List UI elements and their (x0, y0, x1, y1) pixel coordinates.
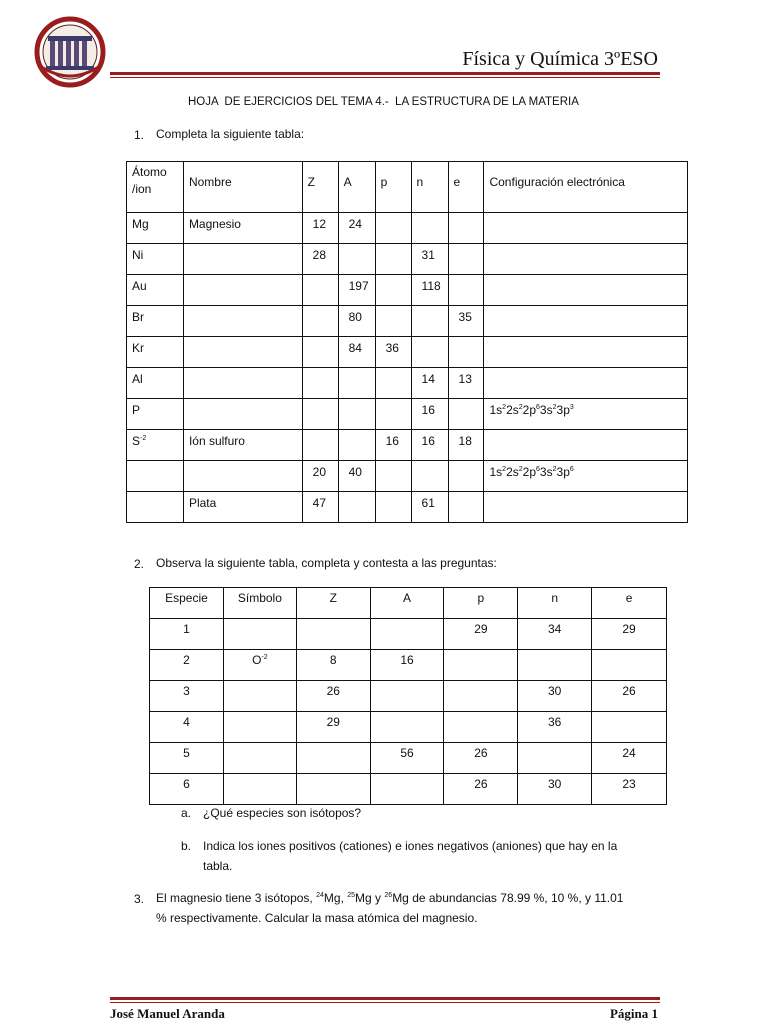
table-atoms-row (127, 306, 688, 337)
table-species-header-row (150, 588, 667, 619)
question-2-text: Observa la siguiente tabla, completa y contesta a las preguntas: (156, 556, 497, 570)
table-atoms-header-cell: n (411, 162, 448, 213)
table-atoms-cell-name (183, 461, 302, 492)
table-atoms-cell-config (484, 337, 688, 368)
table-atoms-cell-symbol: Ni (127, 244, 184, 275)
table-atoms-cell-z (302, 430, 338, 461)
table-atoms-cell-config (484, 368, 688, 399)
table-atoms-cell-a (338, 368, 375, 399)
table-atoms-cell-config (484, 430, 688, 461)
table-species-cell-a: 16 (370, 650, 444, 681)
table-atoms-cell-n (411, 306, 448, 337)
table-atoms-header-cell: Configuración electrónica (484, 162, 688, 213)
table-species-row (150, 619, 667, 650)
iso1-symbol: Mg, (323, 891, 348, 905)
table-species-cell-p: 26 (444, 774, 518, 805)
table-atoms-row (127, 430, 688, 461)
table-species-cell-z (296, 774, 370, 805)
table-species-row (150, 743, 667, 774)
table-species-header-cell: Especie (150, 588, 224, 619)
table-atoms-cell-a (338, 244, 375, 275)
table-species-cell-e (592, 712, 667, 743)
question-3-number: 3. (134, 892, 145, 906)
table-atoms-cell-a (338, 430, 375, 461)
table-atoms-cell-e: 18 (448, 430, 484, 461)
table-atoms-cell-a: 40 (338, 461, 375, 492)
school-logo (34, 14, 106, 90)
table-species-cell-n: 30 (518, 681, 592, 712)
table-atoms-cell-name (183, 337, 302, 368)
question-1-number: 1. (134, 128, 145, 142)
table-atoms-header-cell: Nombre (183, 162, 302, 213)
iso3-mass: 26 (384, 892, 393, 899)
table-atoms-header-cell: p (375, 162, 411, 213)
table-atoms-header-row (127, 162, 688, 213)
table-atoms-cell-e (448, 337, 484, 368)
table-atoms-cell-n: 14 (411, 368, 448, 399)
table-atoms-cell-p: 36 (375, 337, 411, 368)
table-atoms-cell-n: 61 (411, 492, 448, 523)
table-species-cell-e: 26 (592, 681, 667, 712)
table-species-cell-simbolo (223, 743, 296, 774)
table-atoms-cell-symbol: Al (127, 368, 184, 399)
table-species-header-cell: p (444, 588, 518, 619)
table-species (149, 587, 667, 805)
table-atoms-cell-e (448, 461, 484, 492)
iso2-symbol: Mg y (355, 891, 385, 905)
table-species-cell-a (370, 619, 444, 650)
footer-rule (110, 997, 660, 1000)
table-species-cell-especie: 3 (150, 681, 224, 712)
header-rule (110, 72, 660, 75)
table-atoms-cell-symbol: Br (127, 306, 184, 337)
table-species-header-cell: e (592, 588, 667, 619)
table-species-cell-p (444, 650, 518, 681)
table-atoms-cell-symbol: P (127, 399, 184, 430)
document-title: HOJA DE EJERCICIOS DEL TEMA 4.- LA ESTRUCTURA DE LA MATERIA (188, 96, 579, 108)
sub-a-label: a. (181, 806, 192, 820)
table-atoms-cell-a: 197 (338, 275, 375, 306)
table-atoms-cell-e (448, 244, 484, 275)
table-atoms-cell-symbol (127, 492, 184, 523)
sub-a-text: ¿Qué especies son isótopos? (203, 806, 362, 820)
table-species-cell-simbolo: $O^{-2}$ (223, 650, 296, 681)
question-2-number: 2. (134, 557, 145, 571)
question-3-line2: % respectivamente. Calcular la masa atómica del magnesio. (156, 911, 478, 925)
table-atoms-header-cell: Z (302, 162, 338, 213)
table-species-cell-a (370, 774, 444, 805)
table-atoms-cell-e (448, 213, 484, 244)
table-atoms-cell-config (484, 492, 688, 523)
table-atoms-cell-config (484, 275, 688, 306)
table-atoms-cell-symbol: $S^{-2}$ (127, 430, 184, 461)
table-species-cell-a: 56 (370, 743, 444, 774)
table-atoms-cell-z: 28 (302, 244, 338, 275)
table-species-cell-n: 34 (518, 619, 592, 650)
table-atoms-row (127, 244, 688, 275)
table-atoms-cell-symbol: Mg (127, 213, 184, 244)
table-atoms-cell-a (338, 492, 375, 523)
table-atoms-cell-n: 16 (411, 430, 448, 461)
table-atoms-cell-symbol: Kr (127, 337, 184, 368)
table-atoms-cell-a: 24 (338, 213, 375, 244)
table-atoms-cell-config (484, 306, 688, 337)
table-species-cell-e: 29 (592, 619, 667, 650)
sub-b-line2: tabla. (203, 859, 233, 873)
table-atoms-cell-p (375, 244, 411, 275)
table-species-header-cell: Z (296, 588, 370, 619)
table-species-cell-simbolo (223, 681, 296, 712)
table-species-row (150, 774, 667, 805)
header-title: Física y Química 3ºESO (462, 48, 658, 70)
table-atoms-cell-n (411, 461, 448, 492)
table-species-header-cell: A (370, 588, 444, 619)
table-atoms-row (127, 492, 688, 523)
table-atoms-cell-p (375, 368, 411, 399)
table-atoms-cell-p (375, 492, 411, 523)
table-atoms-row (127, 337, 688, 368)
table-species-cell-e: 24 (592, 743, 667, 774)
table-species-cell-a (370, 712, 444, 743)
table-atoms-cell-z (302, 368, 338, 399)
table-atoms-cell-e (448, 492, 484, 523)
table-species-cell-z (296, 619, 370, 650)
table-species-cell-n (518, 743, 592, 774)
table-atoms-header-cell: Átomo /ion (127, 162, 184, 213)
table-species-cell-z: 8 (296, 650, 370, 681)
iso2-mass: 25 (347, 892, 356, 899)
table-atoms-cell-n (411, 337, 448, 368)
table-atoms-cell-symbol (127, 461, 184, 492)
table-atoms-cell-config (484, 244, 688, 275)
table-species-row (150, 681, 667, 712)
table-atoms-cell-a (338, 399, 375, 430)
table-species-cell-simbolo (223, 774, 296, 805)
table-atoms-cell-a: 84 (338, 337, 375, 368)
table-atoms-cell-z (302, 337, 338, 368)
footer-page-number: Página 1 (609, 1006, 658, 1021)
question-3-line1 (156, 888, 623, 908)
table-atoms-cell-n (411, 213, 448, 244)
table-species-cell-e: 23 (592, 774, 667, 805)
table-atoms-cell-n: 16 (411, 399, 448, 430)
table-atoms-cell-n: 118 (411, 275, 448, 306)
table-atoms-cell-name (183, 306, 302, 337)
header-rule-thin (110, 77, 660, 78)
table-atoms-cell-config: $1s^22s^22p^63s^23p^6$ (484, 461, 688, 492)
q3-line1-start: El magnesio tiene 3 isótopos, (156, 891, 317, 905)
table-species-cell-especie: 5 (150, 743, 224, 774)
table-atoms-cell-name (183, 244, 302, 275)
sub-b-line1: Indica los iones positivos (cationes) e iones negativos (aniones) que hay en la (203, 839, 618, 853)
table-atoms-cell-z: 12 (302, 213, 338, 244)
table-atoms-cell-e (448, 399, 484, 430)
table-species-cell-z: 26 (296, 681, 370, 712)
question-1-text: Completa la siguiente tabla: (156, 127, 305, 141)
table-atoms-cell-p (375, 461, 411, 492)
table-atoms-header-cell: A (338, 162, 375, 213)
table-atoms-cell-p (375, 213, 411, 244)
table-atoms-row (127, 399, 688, 430)
table-atoms-cell-e: 35 (448, 306, 484, 337)
table-atoms-row (127, 368, 688, 399)
table-atoms-cell-name: Magnesio (183, 213, 302, 244)
table-species-header-cell: Símbolo (223, 588, 296, 619)
table-atoms-cell-name: Ión sulfuro (183, 430, 302, 461)
table-atoms-cell-z (302, 399, 338, 430)
table-species-cell-simbolo (223, 619, 296, 650)
table-species-cell-n (518, 650, 592, 681)
iso1-mass: 24 (316, 892, 324, 899)
table-atoms-cell-z (302, 275, 338, 306)
table-species-cell-p: 26 (444, 743, 518, 774)
table-species-cell-n: 30 (518, 774, 592, 805)
table-species-cell-p: 29 (444, 619, 518, 650)
table-atoms-cell-z: 47 (302, 492, 338, 523)
table-atoms-cell-e: 13 (448, 368, 484, 399)
iso3-symbol: Mg de abundancias 78.99 %, 10 %, y 11.01 (392, 891, 624, 905)
table-atoms-cell-symbol: Au (127, 275, 184, 306)
table-atoms-cell-z (302, 306, 338, 337)
table-atoms-cell-a: 80 (338, 306, 375, 337)
footer-author: José Manuel Aranda (110, 1006, 225, 1021)
table-atoms-cell-e (448, 275, 484, 306)
table-atoms (126, 161, 688, 523)
table-atoms-cell-p (375, 275, 411, 306)
table-atoms-row (127, 275, 688, 306)
table-species-header-cell: n (518, 588, 592, 619)
table-species-cell-z: 29 (296, 712, 370, 743)
table-species-cell-z (296, 743, 370, 774)
table-species-cell-especie: 1 (150, 619, 224, 650)
table-atoms-cell-name (183, 399, 302, 430)
table-atoms-header-cell: e (448, 162, 484, 213)
table-species-cell-especie: 2 (150, 650, 224, 681)
table-species-cell-p (444, 712, 518, 743)
table-atoms-row (127, 213, 688, 244)
table-species-cell-p (444, 681, 518, 712)
table-atoms-cell-p: 16 (375, 430, 411, 461)
table-atoms-cell-p (375, 306, 411, 337)
table-species-cell-especie: 6 (150, 774, 224, 805)
footer-rule-thin (110, 1002, 660, 1003)
table-atoms-cell-z: 20 (302, 461, 338, 492)
table-atoms-row (127, 461, 688, 492)
sub-b-label: b. (181, 839, 192, 853)
table-atoms-cell-p (375, 399, 411, 430)
table-species-cell-especie: 4 (150, 712, 224, 743)
table-atoms-cell-config: $1s^22s^22p^63s^23p^3$ (484, 399, 688, 430)
table-atoms-cell-config (484, 213, 688, 244)
table-atoms-cell-name (183, 368, 302, 399)
table-species-row (150, 650, 667, 681)
table-atoms-cell-name: Plata (183, 492, 302, 523)
table-species-row (150, 712, 667, 743)
table-species-cell-n: 36 (518, 712, 592, 743)
table-atoms-cell-name (183, 275, 302, 306)
table-species-cell-simbolo (223, 712, 296, 743)
table-atoms-cell-n: 31 (411, 244, 448, 275)
table-species-cell-a (370, 681, 444, 712)
table-species-cell-e (592, 650, 667, 681)
